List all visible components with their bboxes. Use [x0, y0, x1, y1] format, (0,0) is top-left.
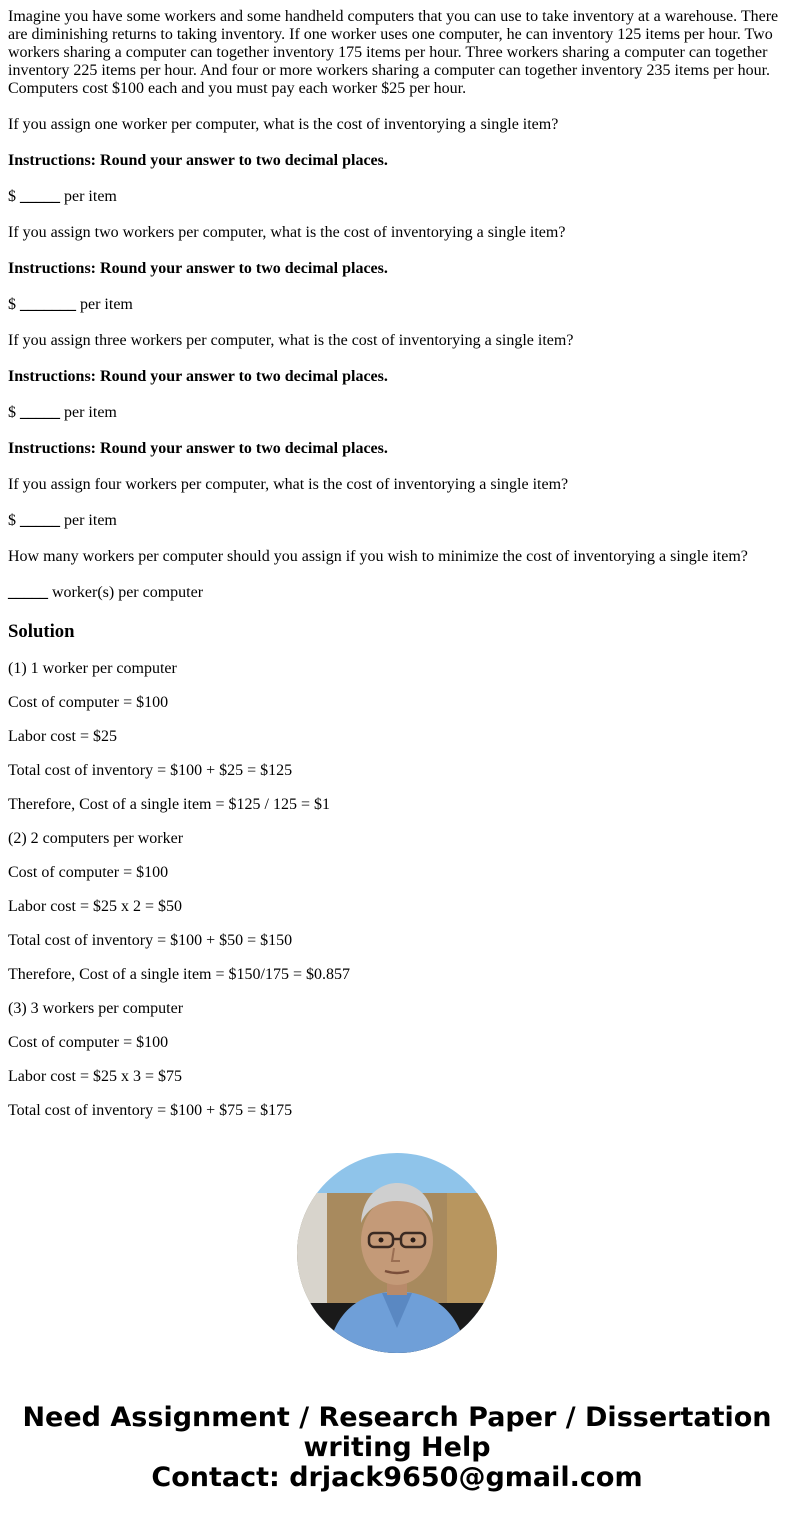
solution-line: (2) 2 computers per worker [8, 830, 184, 847]
footer-contact: Contact: drjack9650@gmail.com [151, 1462, 643, 1493]
instructions-2: Instructions: Round your answer to two decimal places. [8, 260, 388, 277]
per-item-label: per item [80, 296, 133, 313]
answer-blank-4[interactable]: _____ [20, 512, 60, 529]
instructions-3: Instructions: Round your answer to two decimal places. [8, 368, 388, 385]
solution-line: (1) 1 worker per computer [8, 660, 177, 677]
answer-blank-1[interactable]: _____ [20, 188, 60, 205]
answer-line-2 [8, 296, 786, 314]
problem-intro: Imagine you have some workers and some handheld computers that you can use to take inventory at a warehouse. There are diminishing returns to taking inventory. If one worker uses one computer, he can inventory 125 items per hour. Two workers sharing a computer can together inventory 175 items per hour. Three workers sharing a computer can together inventory 225 items per hour. And four or more workers sharing a computer can together inventory 235 items per hour. Computers cost $100 each and you must pay each worker $25 per hour. [8, 8, 779, 97]
author-photo [297, 1153, 497, 1353]
solution-line: Therefore, Cost of a single item = $150/175 = $0.857 [8, 966, 350, 983]
dollar-sign: $ [8, 296, 16, 313]
footer-line-1: Need Assignment / Research Paper / Dissertation [22, 1402, 772, 1433]
question-1: If you assign one worker per computer, what is the cost of inventorying a single item? [8, 116, 559, 133]
solution-line: Cost of computer = $100 [8, 1034, 169, 1051]
solution-line: Total cost of inventory = $100 + $75 = $175 [8, 1102, 293, 1119]
footer-line-2: writing Help [303, 1432, 491, 1463]
solution-line: Therefore, Cost of a single item = $125 / 125 = $1 [8, 796, 330, 813]
per-item-label: per item [64, 188, 117, 205]
instructions-1: Instructions: Round your answer to two decimal places. [8, 152, 388, 169]
answer-line-4 [8, 512, 786, 530]
author-avatar [297, 1153, 497, 1353]
solution-line: (3) 3 workers per computer [8, 1000, 184, 1017]
solution-line: Labor cost = $25 x 2 = $50 [8, 898, 183, 915]
question-5: How many workers per computer should you assign if you wish to minimize the cost of inventorying a single item? [8, 548, 748, 565]
per-item-label: per item [64, 512, 117, 529]
solution-line: Cost of computer = $100 [8, 864, 169, 881]
per-item-label: per item [64, 404, 117, 421]
solution-line: Total cost of inventory = $100 + $50 = $150 [8, 932, 293, 949]
dollar-sign: $ [8, 404, 16, 421]
solution-heading: Solution [8, 621, 75, 642]
answer-blank-3[interactable]: _____ [20, 404, 60, 421]
question-4: If you assign four workers per computer, what is the cost of inventorying a single item? [8, 476, 569, 493]
answer-line-3 [8, 404, 786, 422]
workers-per-computer-label: worker(s) per computer [52, 584, 204, 601]
dollar-sign: $ [8, 188, 16, 205]
contact-footer [0, 1403, 794, 1493]
solution-body [8, 660, 786, 1120]
answer-line-5 [8, 584, 786, 602]
document-body [8, 8, 786, 1136]
answer-blank-2[interactable]: _______ [20, 296, 76, 313]
question-3: If you assign three workers per computer, what is the cost of inventorying a single item? [8, 332, 574, 349]
solution-line: Cost of computer = $100 [8, 694, 169, 711]
solution-line: Labor cost = $25 x 3 = $75 [8, 1068, 183, 1085]
instructions-4: Instructions: Round your answer to two decimal places. [8, 440, 388, 457]
solution-line: Total cost of inventory = $100 + $25 = $125 [8, 762, 293, 779]
question-2: If you assign two workers per computer, what is the cost of inventorying a single item? [8, 224, 566, 241]
solution-line: Labor cost = $25 [8, 728, 117, 745]
answer-line-1 [8, 188, 786, 206]
dollar-sign: $ [8, 512, 16, 529]
answer-blank-5[interactable]: _____ [8, 584, 48, 601]
